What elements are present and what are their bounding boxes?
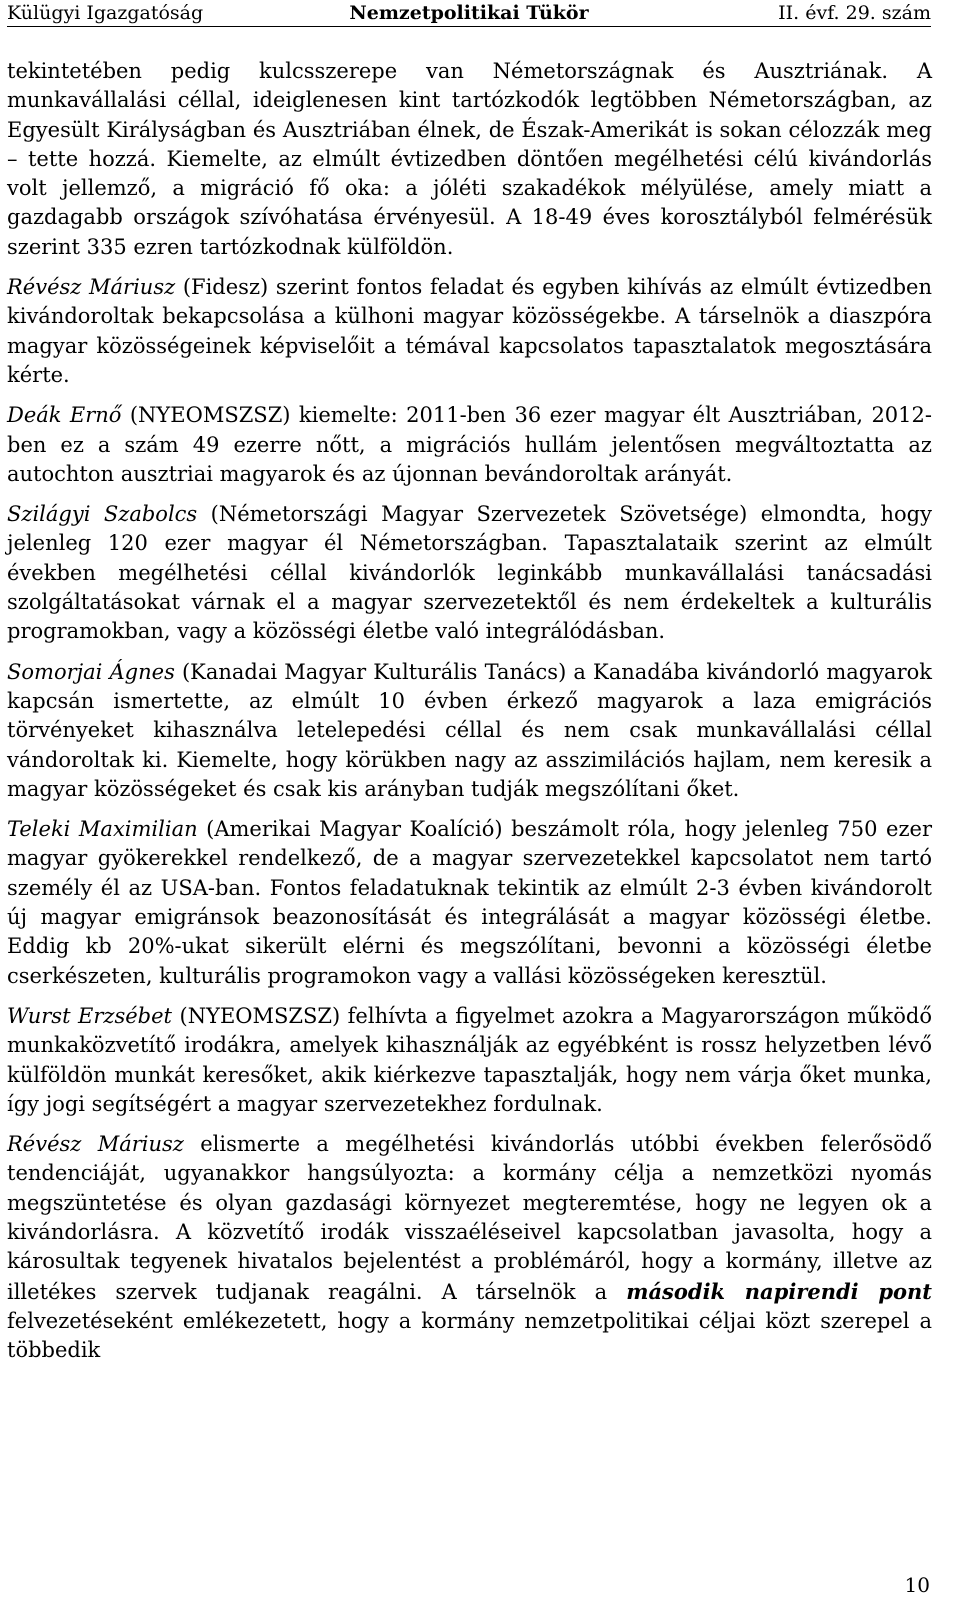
speaker-name: Teleki Maximilian [7, 817, 198, 842]
speaker-name: Wurst Erzsébet [7, 1003, 172, 1028]
paragraph-text: (NYEOMSZSZ) felhívta a figyelmet azokra a Magyarországon működő munkaközvetítő irodákra, amelyek kihasználják az egyébként is rossz helyzetben lévő külföldön munkát keresőket, akik kiérkezve tapasztalják, hogy nem várja őket munka, így jogi segítségért a magyar szervezetekhez fordulnak. [7, 1003, 932, 1116]
paragraph-text: tekintetében pedig kulcsszerepe van Németországnak és Ausztriának. A munkavállalási céllal, ideiglenesen kint tartózkodók legtöbben Németországban, az Egyesült Királyságban és Ausztriában élnek, de Észak-Amerikát is sokan célozzák meg – tette hozzá. Kiemelte, az elmúlt évtizedben döntően megélhetési célú kivándorlás volt jellemző, a migráció fő oka: a jóléti szakadékok mélyülése, amely miatt a gazdagabb országok szívóhatása érvényesül. A 18-49 éves korosztályból felmérésük szerint 335 ezren tartózkodnak külföldön. [7, 59, 932, 259]
paragraph-text-continued: felvezetéseként emlékezetett, hogy a kormány nemzetpolitikai céljai közt szerepel a többedik [7, 1308, 932, 1363]
paragraph [7, 273, 932, 390]
paragraph [7, 815, 932, 991]
paragraph-text: elismerte a megélhetési kivándorlás utóbbi években felerősödő tendenciáját, ugyanakkor hangsúlyozta: a kormány célja a nemzetközi nyomás megszüntetése és olyan gazdasági környezet megteremtése, hogy ne legyen ok a kivándorlásra. A közvetítő irodák visszaéléseivel kapcsolatban javasolta, hogy a károsultak tegyenek hivatalos bejelentést a problémáról, hogy a kormány, illetve az illetékes szervek tudjanak reagálni. A társelnök a [7, 1132, 932, 1304]
paragraph [7, 658, 932, 804]
header-department: Külügyi Igazgatóság [7, 2, 204, 24]
header-publication-title: Nemzetpolitikai Tükör [349, 2, 589, 24]
paragraph-text: (Németországi Magyar Szervezetek Szövetsége) elmondta, hogy jelenleg 120 ezer magyar él Németországban. Tapasztalataik szerint az elmúlt években megélhetési céllal kivándorlók leginkább munkavállalási tanácsadási szolgáltatásokat várnak el a magyar szervezetektől és nem érdekeltek a kulturális programokban, vagy a közösségi életbe való integrálódásban. [7, 502, 932, 644]
paragraph-text: (Amerikai Magyar Koalíció) beszámolt róla, hogy jelenleg 750 ezer magyar gyökerekkel rendelkező, de a magyar szervezetekkel kapcsolatot nem tartó személy él az USA-ban. Fontos feladatuknak tekintik az elmúlt 2-3 évben kivándorolt új magyar emigránsok beazonosítását és integrálását a magyar közösségi életbe. Eddig kb 20%-ukat sikerült elérni és megszólítani, bevonni a közösségi életbe cserkészeten, kulturális programokon vagy a vallási közösségeken keresztül. [7, 817, 932, 988]
speaker-name: Révész Máriusz [7, 275, 176, 300]
speaker-name: Deák Ernő [7, 403, 122, 428]
speaker-name: Szilágyi Szabolcs [7, 502, 198, 527]
document-body [7, 57, 932, 1376]
speaker-name: Révész Máriusz [7, 1132, 184, 1157]
speaker-name: Somorjai Ágnes [7, 659, 175, 684]
paragraph [7, 1130, 932, 1365]
paragraph [7, 500, 932, 646]
paragraph-text: (NYEOMSZSZ) kiemelte: 2011-ben 36 ezer magyar élt Ausztriában, 2012-ben ez a szám 49 ezerre nőtt, a migrációs hullám jelentősen megváltoztatta az autochton ausztriai magyarok és az újonnan bevándoroltak arányát. [7, 403, 932, 486]
paragraph-text: (Fidesz) szerint fontos feladat és egyben kihívás az elmúlt évtizedben kivándoroltak bekapcsolása a külhoni magyar közösségekbe. A társelnök a diaszpóra magyar közösségeinek képviselőit a témával kapcsolatos tapasztalatok megosztására kérte. [7, 275, 932, 387]
header-issue-number: II. évf. 29. szám [778, 2, 931, 24]
paragraph [7, 1002, 932, 1119]
paragraph-text: (Kanadai Magyar Kulturális Tanács) a Kanadába kivándorló magyarok kapcsán ismertette, az elmúlt 10 évben érkező magyarok a laza emigrációs törvényeket kihasználva letelepedési céllal és nem csak munkavállalási céllal vándoroltak ki. Kiemelte, hogy körükben nagy az asszimilációs hajlam, nem keresik a magyar közösségeket és csak kis arányban tudják megszólítani őket. [7, 659, 932, 801]
page-header [7, 0, 931, 27]
paragraph [7, 57, 932, 262]
agenda-item-emphasis: második napirendi pont [626, 1278, 932, 1304]
page-number: 10 [904, 1573, 930, 1597]
paragraph [7, 401, 932, 489]
